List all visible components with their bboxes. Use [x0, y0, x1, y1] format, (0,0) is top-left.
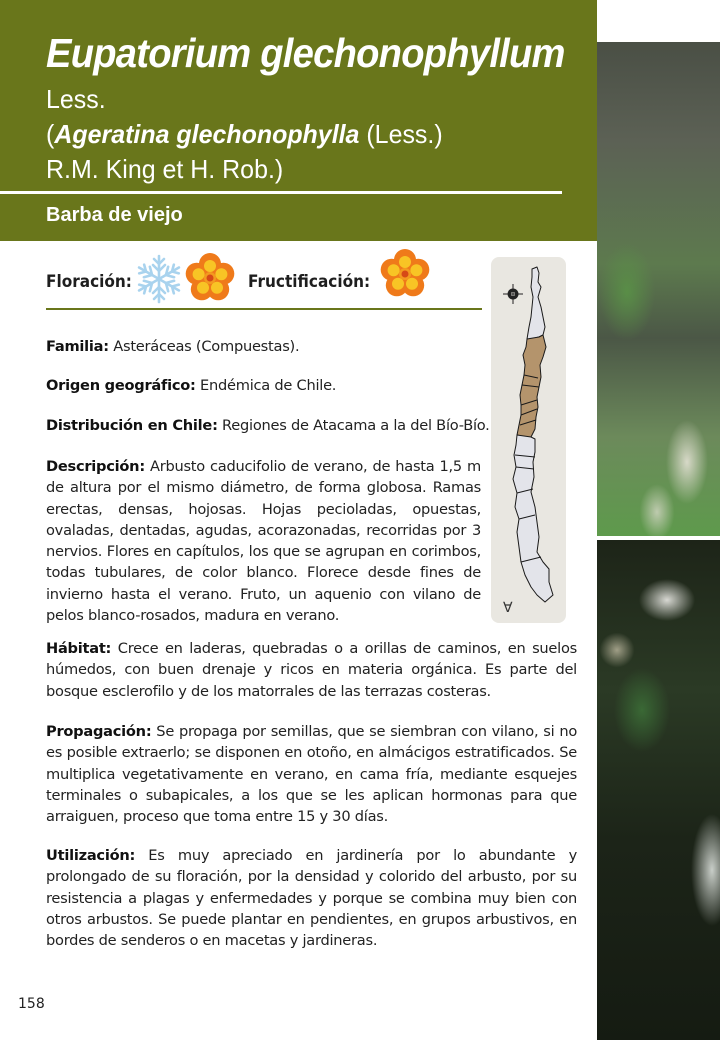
section-propagacion [46, 721, 577, 827]
species-header [0, 0, 597, 241]
section-text: Regiones de Atacama a la del Bío-Bío. [217, 417, 490, 434]
snowflake-icon [134, 252, 184, 310]
fruiting-label: Fructificación: [248, 272, 371, 292]
section-familia [46, 336, 526, 357]
scientific-name: Eupatorium glechonophyllum [46, 30, 565, 76]
section-habitat [46, 638, 577, 702]
synonym-open-paren: ( [46, 119, 55, 149]
section-distribucion [46, 415, 526, 436]
section-descripcion [46, 456, 481, 626]
flower-icon [379, 248, 431, 304]
flower-photo [597, 540, 720, 1040]
section-text: Se propaga por semillas, que se siembran con vilano, si no es posible extraerlo; se disponen en otoño, en almácigos estratificados. Se multiplica vegetativamente en verano, en cama fría, mediante esquejes terminales o subapicales, a los que se les aplican hormonas para que arraiguen, proceso que toma entre 15 y 30 días. [46, 723, 577, 826]
section-label: Propagación: [46, 723, 152, 740]
page-number: 158 [18, 996, 45, 1012]
synonym-name: Ageratina glechonophylla [54, 119, 360, 149]
compass-rose-icon [503, 284, 523, 304]
species-author: Less. [46, 84, 106, 114]
distribution-map [491, 257, 566, 623]
section-label: Hábitat: [46, 640, 112, 657]
season-row [46, 250, 482, 310]
section-text: Arbusto caducifolio de verano, de hasta 1,5 m de altura por el mismo diámetro, de forma globosa. Ramas erectas, densas, hojosas. Hojas pecioladas, opuestas, ovaladas, dentadas, agudas, acorazonadas, recorridas por 3 nervios. Flores en capítulos, los que se agrupan en corimbos, todas tubulares, de color blanco. Florece desde fines de invierno hasta el verano. Fruto, un aquenio con vilano de pelos blanco-rosados, madura en verano. [46, 458, 481, 625]
section-label: Familia: [46, 338, 109, 355]
season-divider [46, 308, 482, 310]
section-text: Endémica de Chile. [195, 377, 337, 394]
section-text: Es muy apreciado en jardinería por lo abundante y prolongado de su floración, por la densidad y colorido del arbusto, por su resistencia a plagas y enfermedades y porque se combina muy bien con otros arbustos. Se puede plantar en pendientes, en grupos arbustivos, en bordes de senderos o en macetas y jardineras. [46, 847, 577, 950]
section-utilizacion [46, 845, 577, 951]
header-divider [0, 191, 562, 194]
synonym-author-line: R.M. King et H. Rob.) [46, 154, 284, 184]
synonym-author: (Less.) [359, 119, 443, 149]
section-text: Crece en laderas, quebradas o a orillas de caminos, en suelos húmedos, con buen drenaje y ricos en materia orgánica. Es parte del bosque esclerofilo y de los matorrales de las terrazas costeras. [46, 640, 577, 700]
svg-text:∀: ∀ [503, 600, 513, 616]
flowering-label: Floración: [46, 272, 132, 292]
section-label: Origen geográfico: [46, 377, 196, 394]
section-label: Descripción: [46, 458, 145, 475]
synonym-line [46, 119, 443, 150]
section-label: Utilización: [46, 847, 136, 864]
flower-icon [184, 252, 236, 308]
common-name: Barba de viejo [46, 204, 183, 226]
section-origen [46, 375, 526, 396]
section-label: Distribución en Chile: [46, 417, 218, 434]
section-text: Asteráceas (Compuestas). [108, 338, 300, 355]
habit-photo [597, 42, 720, 536]
